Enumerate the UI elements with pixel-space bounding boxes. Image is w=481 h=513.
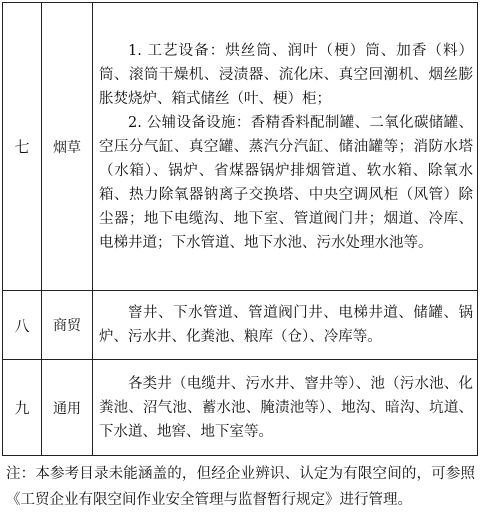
industry-cell: 商贸 <box>42 291 93 360</box>
commerce-spaces-paragraph: 窨井、下水管道、管道阀门井、电梯井道、储罐、锅炉、污水井、化粪池、粮库（仓）、冷库等。 <box>99 305 473 345</box>
industry-cell: 通用 <box>42 360 93 456</box>
table-row <box>3 360 478 456</box>
general-spaces-paragraph: 各类井（电缆井、污水井、窨井等）、池（污水池、化粪池、沼气池、蓄水池、腌渍池等）、地沟、暗沟、坑道、下水道、地窖、地下室等。 <box>99 375 473 440</box>
equipment-list-cell <box>93 360 478 456</box>
footnote: 注：本参考目录未能涵盖的，但经企业辨识、认定为有限空间的，可参照《工贸企业有限空间作业安全管理与监督暂行规定》进行管理。 <box>6 466 475 508</box>
equipment-list-cell <box>93 3 478 291</box>
row-number-cell: 八 <box>3 291 42 360</box>
confined-space-catalog-table <box>2 2 478 456</box>
row-number-cell: 九 <box>3 360 42 456</box>
industry-cell: 烟草 <box>42 3 93 291</box>
row-number-cell: 七 <box>3 3 42 291</box>
table-row <box>3 291 478 360</box>
table-row <box>3 3 478 291</box>
equipment-list-cell <box>93 291 478 360</box>
auxiliary-equipment-paragraph: 2. 公辅设备设施：香精香料配制罐、二氧化碳储罐、空压分气缸、真空罐、蒸汽分汽缸、储油罐等；消防水塔（水箱）、锅炉、省煤器锅炉排烟管道、软水箱、除氧水箱、热力除氧器钠离子交换塔、中央空调风柜（风管）除尘器；地下电缆沟、地下室、管道阀门井；烟道、冷库、电梯井道；下水管道、地下水池、污水处理水池等。 <box>99 114 473 251</box>
process-equipment-paragraph: 1. 工艺设备：烘丝筒、润叶（梗）筒、加香（料）筒、滚筒干燥机、浸渍器、流化床、真空回潮机、烟丝膨胀焚烧炉、箱式储丝（叶、梗）柜； <box>99 42 473 107</box>
